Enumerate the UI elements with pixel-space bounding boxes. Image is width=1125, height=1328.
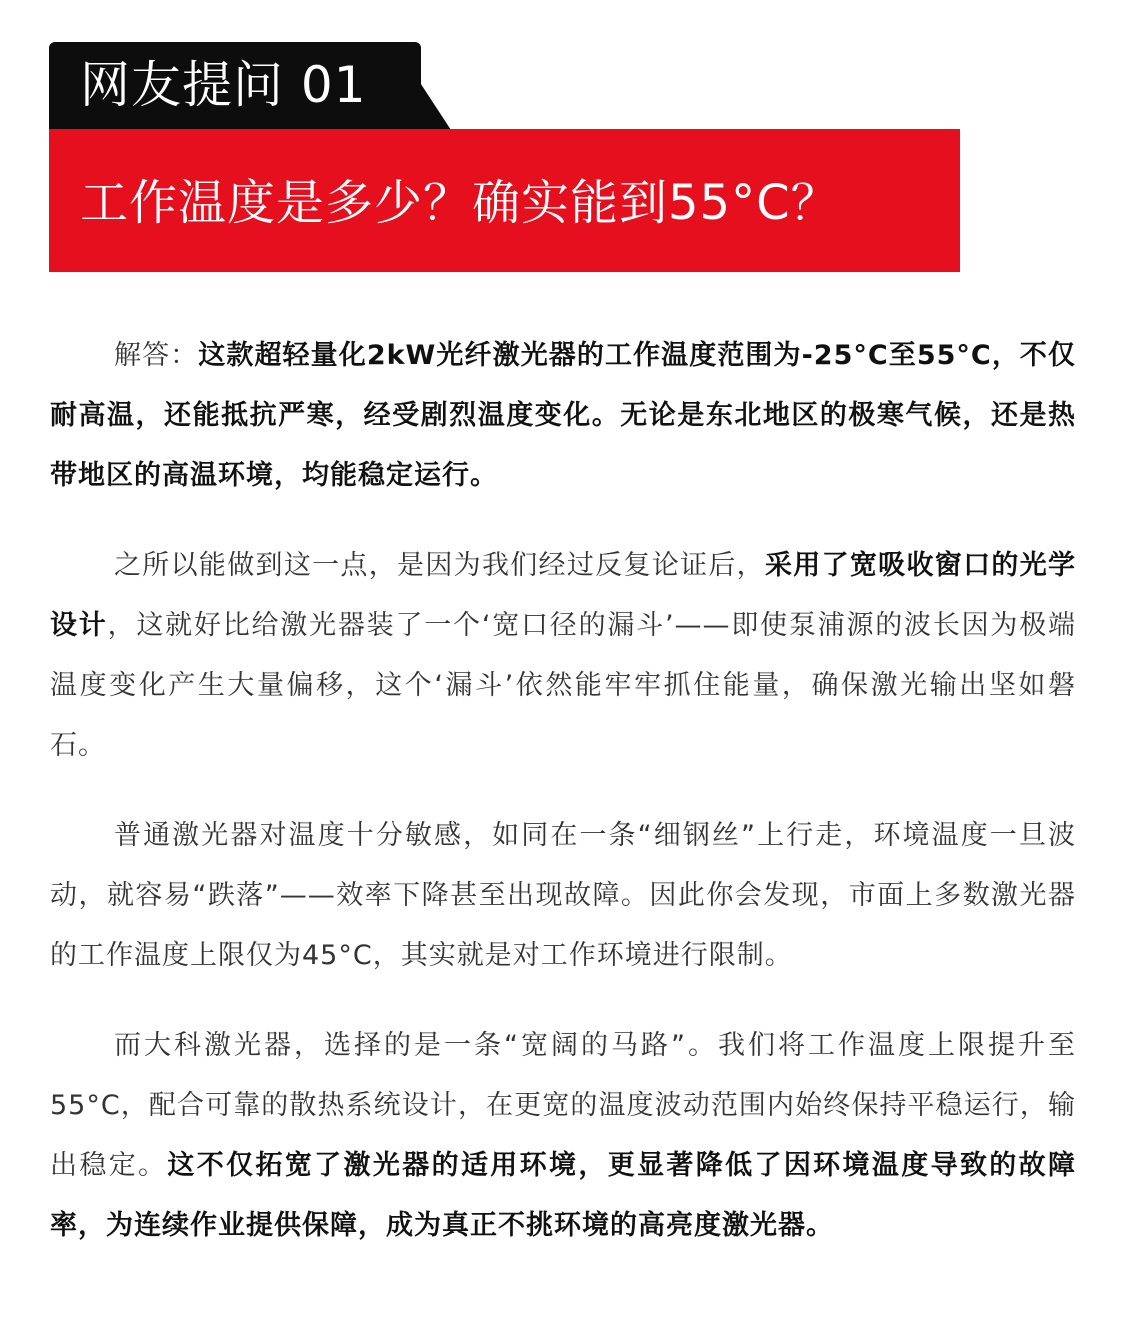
answer-paragraph-4 <box>50 1016 1076 1256</box>
paragraph-4-text: 而大科激光器，选择的是一条“宽阔的马路”。我们将工作温度上限提升至55°C，配合可靠的散热系统设计，在更宽的温度波动范围内始终保持平稳运行，输出稳定。 <box>50 1030 1076 1181</box>
answer-paragraph-1 <box>50 326 1076 506</box>
paragraph-2-text-b: ，这就好比给激光器装了一个‘宽口径的漏斗’——即使泵浦源的波长因为极端温度变化产生大量偏移，这个‘漏斗’依然能牢牢抓住能量，确保激光输出坚如磐石。 <box>50 610 1076 761</box>
answer-highlight-4: 这不仅拓宽了激光器的适用环境，更显著降低了因环境温度导致的故障率，为连续作业提供保障，成为真正不挑环境的高亮度激光器。 <box>50 1150 1077 1241</box>
question-title: 工作温度是多少？确实能到55°C？ <box>80 175 840 231</box>
answer-highlight-1: 这款超轻量化2kW光纤激光器的工作温度范围为-25°C至55°C，不仅耐高温，还能抵抗严寒，经受剧烈温度变化。无论是东北地区的极寒气候，还是热带地区的高温环境，均能稳定运行。 <box>50 340 1077 491</box>
answer-lead: 解答： <box>114 340 199 371</box>
answer-paragraph-2 <box>50 536 1076 776</box>
paragraph-2-text-a: 之所以能做到这一点，是因为我们经过反复论证后， <box>114 550 765 581</box>
answer-highlight-2: 采用了宽吸收窗口的光学设计 <box>50 550 1076 641</box>
question-tab-slope <box>417 78 451 130</box>
question-tab-label: 网友提问 01 <box>80 56 367 114</box>
answer-paragraph-3 <box>50 806 1076 986</box>
paragraph-3-text: 普通激光器对温度十分敏感，如同在一条“细钢丝”上行走，环境温度一旦波动，就容易“跌落”——效率下降甚至出现故障。因此你会发现，市面上多数激光器的工作温度上限仅为45°C，其实就是对工作环境进行限制。 <box>50 820 1076 971</box>
answer-article <box>50 326 1076 1286</box>
